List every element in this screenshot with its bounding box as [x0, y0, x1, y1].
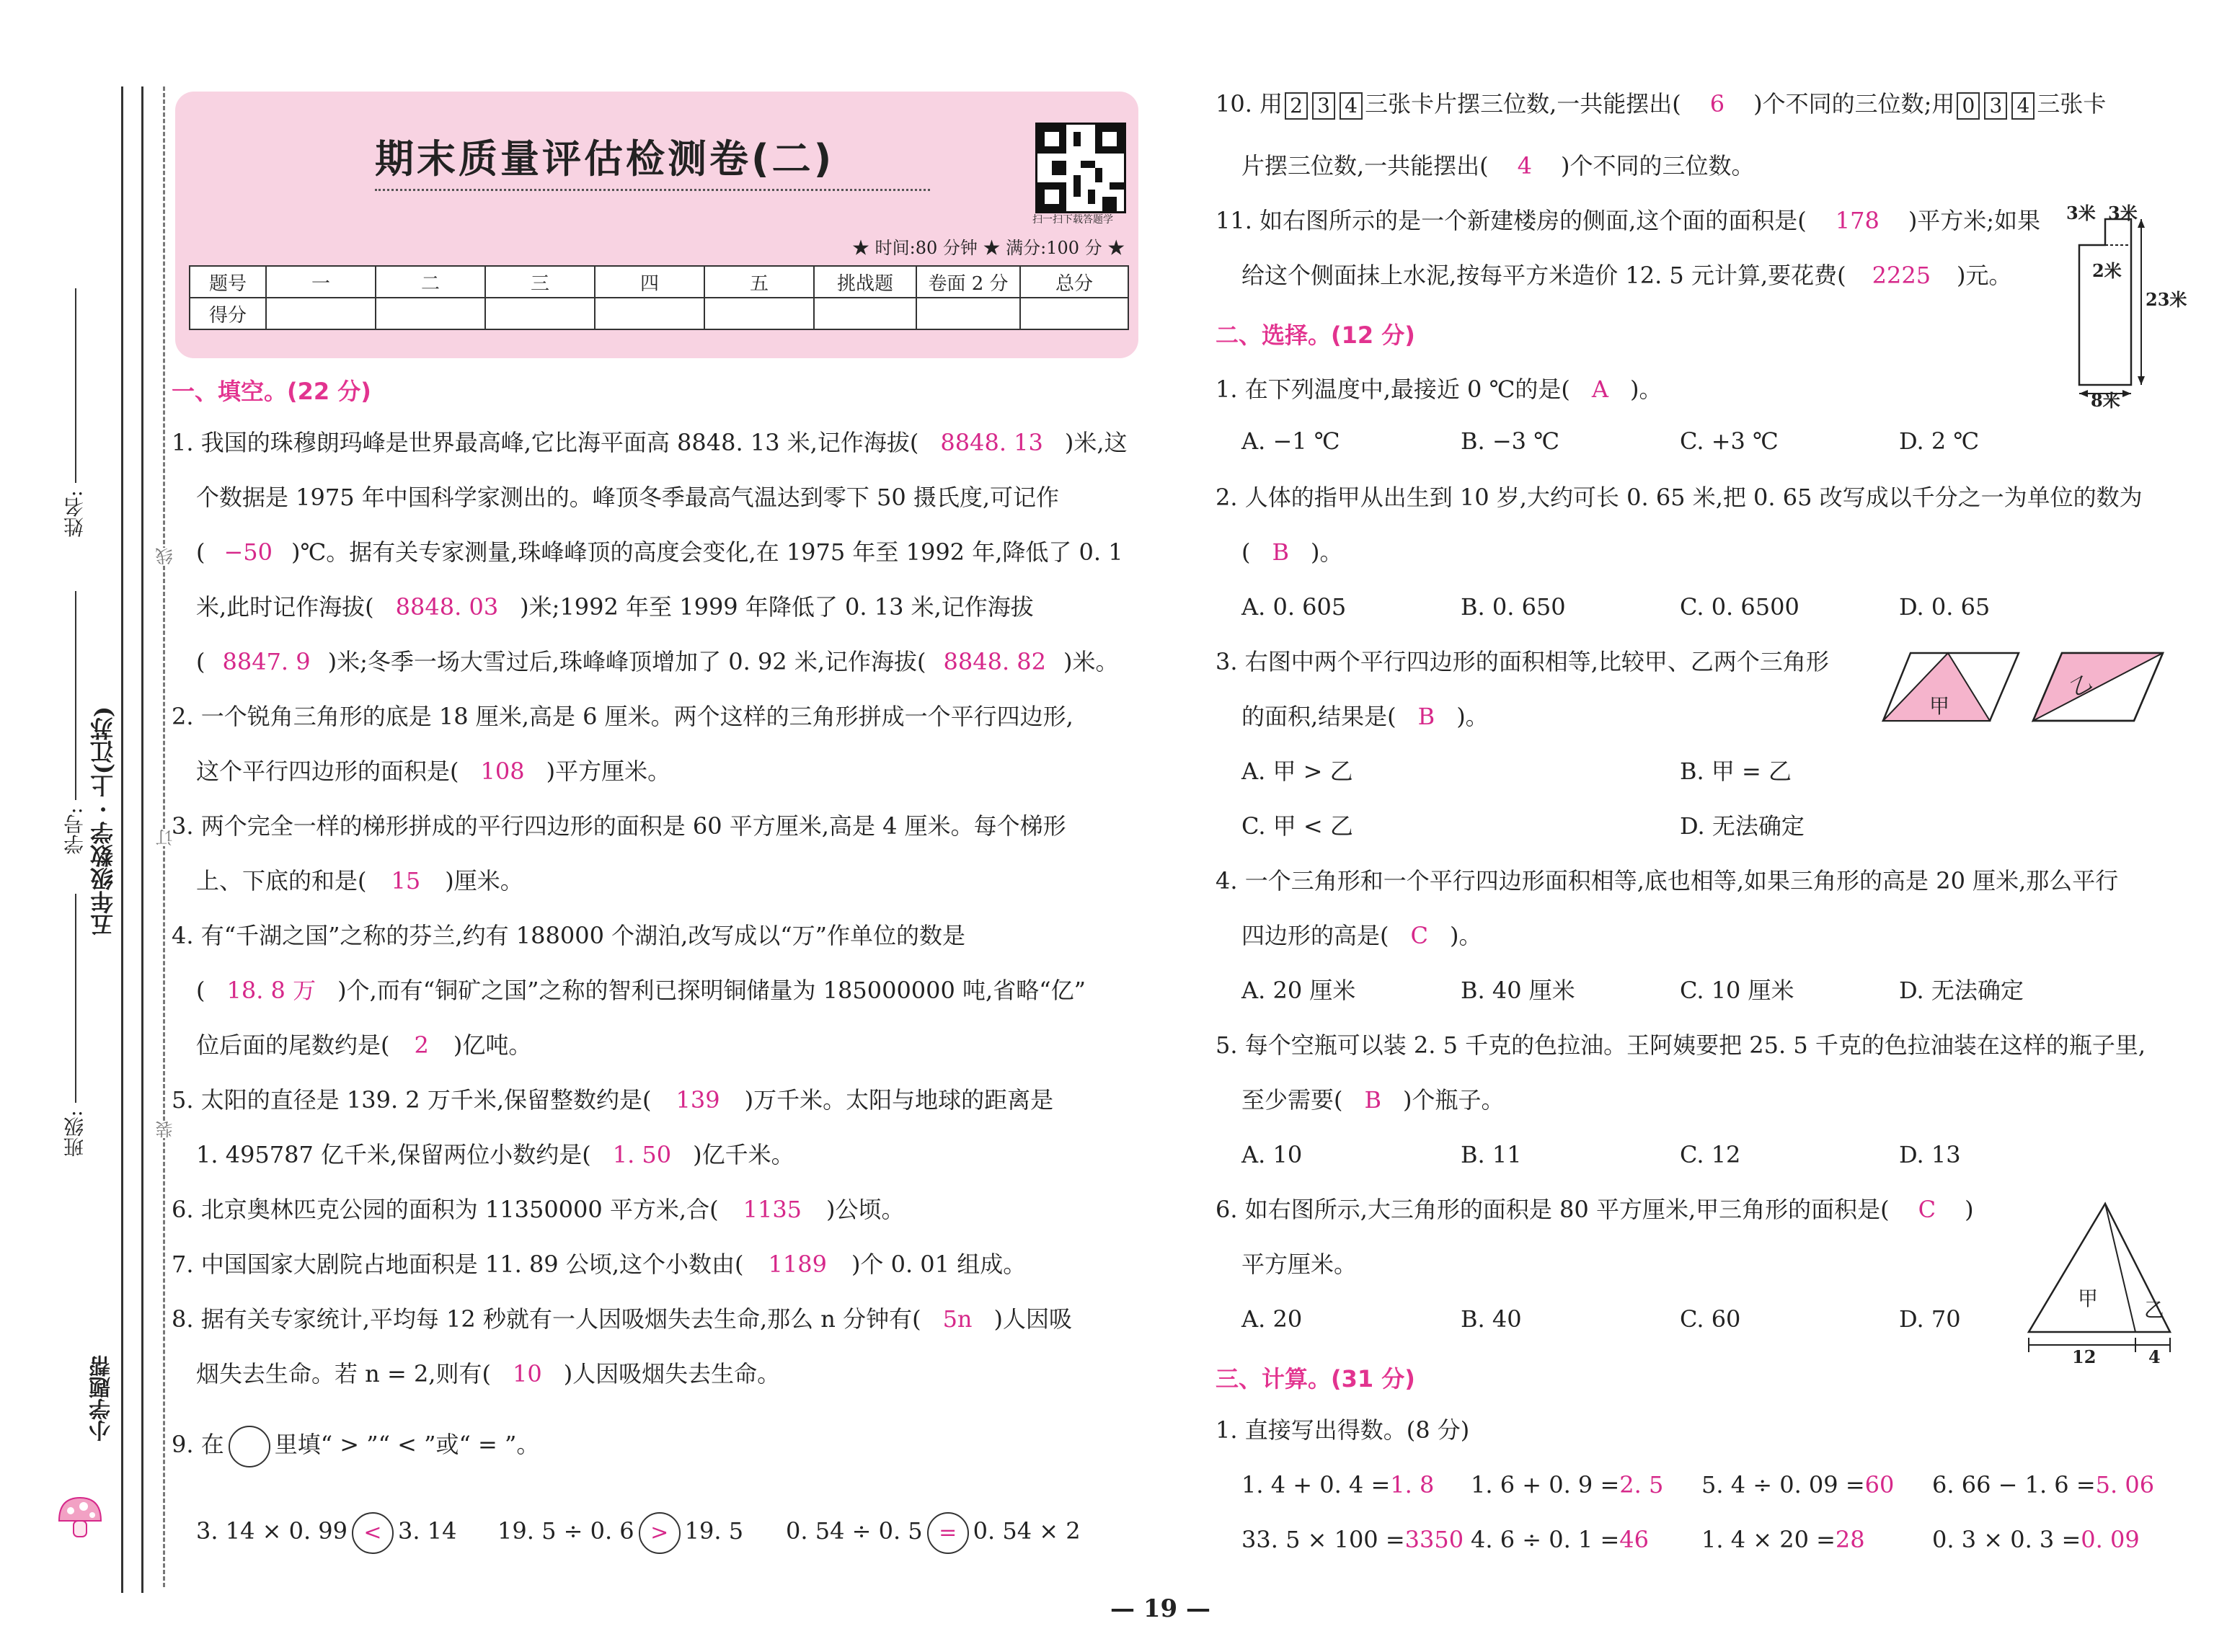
grade-label: 五年级数学 · 上(江苏) [89, 706, 117, 937]
score-head-cell: 五 [704, 266, 814, 298]
option[interactable]: D. 0. 65 [1899, 593, 1991, 621]
class-label: 班级: [63, 1110, 87, 1158]
compare-answer[interactable]: < [352, 1512, 394, 1554]
id-label: 学号: [63, 807, 87, 855]
answer: 8848. 13 [940, 429, 1043, 456]
title-underline [375, 189, 930, 191]
answer: C [1410, 922, 1428, 949]
fig-label: 23米 [2146, 289, 2187, 310]
score-cell[interactable] [814, 298, 916, 329]
score-cell[interactable] [1020, 298, 1128, 329]
answer: 108 [480, 758, 525, 785]
fig-label-12: 12 [2072, 1346, 2097, 1367]
option[interactable]: C. 60 [1680, 1305, 1741, 1333]
calc-item: 4. 6 ÷ 0. 1 =46 [1471, 1526, 1649, 1553]
name-field-line [75, 288, 76, 483]
answer: 8848. 03 [395, 593, 499, 621]
option[interactable]: A. 甲 > 乙 [1241, 758, 1353, 785]
score-head-cell: 卷面 2 分 [916, 266, 1020, 298]
option[interactable]: A. −1 ℃ [1241, 427, 1340, 455]
answer: B [1417, 703, 1435, 730]
answer: 6 [1709, 90, 1725, 117]
score-head-cell: 挑战题 [814, 266, 916, 298]
page-title: 期末质量评估检测卷(二) [375, 136, 835, 182]
score-cell[interactable] [916, 298, 1020, 329]
score-cell[interactable] [595, 298, 704, 329]
answer: 139 [676, 1086, 720, 1114]
score-row-label: 得分 [190, 298, 266, 329]
calc-item: 33. 5 × 100 =3350 [1241, 1526, 1464, 1553]
fig-label-4: 4 [2148, 1346, 2161, 1367]
answer: 1135 [743, 1196, 802, 1223]
digit-card: 2 [1285, 92, 1308, 120]
answer: 2225 [1872, 262, 1931, 289]
option[interactable]: B. 甲 = 乙 [1680, 758, 1792, 785]
option[interactable]: B. 11 [1461, 1141, 1522, 1168]
answer: B [1364, 1086, 1382, 1114]
score-cell[interactable] [704, 298, 814, 329]
calc-item: 6. 66 − 1. 6 =5. 06 [1932, 1471, 2155, 1498]
score-head-cell: 二 [376, 266, 485, 298]
score-head-cell: 题号 [190, 266, 266, 298]
option[interactable]: C. 0. 6500 [1680, 593, 1799, 621]
mark-xian: 线 [153, 548, 178, 565]
calc-item: 0. 3 × 0. 3 =0. 09 [1932, 1526, 2140, 1553]
parallelogram-figure [1882, 649, 2170, 728]
option[interactable]: C. 10 厘米 [1680, 977, 1794, 1004]
answer: 18. 8 万 [226, 977, 316, 1004]
section-fill-title: 一、填空。(22 分) [172, 378, 371, 405]
compare-answer[interactable]: > [639, 1512, 681, 1554]
mark-zhuang: 装 [153, 1121, 178, 1138]
name-label: 姓名: [63, 490, 87, 538]
fig-label-yi: 乙 [2144, 1298, 2165, 1322]
option[interactable]: A. 20 厘米 [1241, 977, 1356, 1004]
answer: 1. 50 [612, 1141, 672, 1168]
option[interactable]: D. 无法确定 [1680, 812, 1805, 840]
option[interactable]: B. −3 ℃ [1461, 427, 1559, 455]
score-cell[interactable] [485, 298, 595, 329]
fig-label: 2米 [2092, 260, 2122, 281]
fig-label-jia: 甲 [2078, 1287, 2099, 1310]
qr-caption: 扫一扫下载答题学 [1032, 214, 1113, 226]
fig-label: 8米 [2091, 390, 2120, 411]
answer: B [1272, 538, 1289, 566]
calc-item: 1. 6 + 0. 9 =2. 5 [1471, 1471, 1664, 1498]
score-head-cell: 三 [485, 266, 595, 298]
answer: 2 [414, 1031, 429, 1059]
answer: A [1591, 376, 1608, 403]
answer: 178 [1835, 207, 1880, 234]
digit-card: 4 [1340, 92, 1363, 120]
question-7: 7. 中国国家大剧院占地面积是 11. 89 公顷,这个小数由( 1189 )个 0. 01 组成。 [172, 1251, 1027, 1278]
building-figure [2062, 203, 2187, 411]
binding-line-outer [121, 86, 123, 1593]
calc-item: 1. 4 × 20 =28 [1701, 1526, 1865, 1553]
score-header-row [190, 266, 1128, 298]
question-6: 6. 北京奥林匹克公园的面积为 11350000 平方米,合( 1135 )公顷。 [172, 1196, 905, 1223]
answer: 5n [942, 1305, 973, 1333]
exam-meta: ★ 时间:80 分钟 ★ 满分:100 分 ★ [852, 238, 1125, 258]
digit-card: 4 [2011, 92, 2035, 120]
digit-card: 3 [1984, 92, 2007, 120]
answer: 4 [1517, 152, 1533, 179]
class-field-line [75, 894, 76, 1103]
calc-item: 1. 4 + 0. 4 =1. 8 [1241, 1471, 1435, 1498]
option[interactable]: B. 0. 650 [1461, 593, 1566, 621]
option[interactable]: C. +3 ℃ [1680, 427, 1779, 455]
page-number: — 19 — [1110, 1594, 1210, 1623]
section-choice-title: 二、选择。(12 分) [1216, 321, 1415, 349]
digit-card: 0 [1957, 92, 1980, 120]
score-head-cell: 四 [595, 266, 704, 298]
compare-answer[interactable]: = [927, 1512, 969, 1554]
score-row [190, 298, 1128, 329]
id-field-line [75, 591, 76, 800]
fig-label: 3米 [2066, 203, 2096, 223]
brand-label: 小学题帮 [89, 1355, 115, 1442]
option[interactable]: D. 70 [1899, 1305, 1961, 1333]
answer: C [1918, 1196, 1936, 1223]
option[interactable]: B. 40 [1461, 1305, 1522, 1333]
answer: 10 [512, 1360, 542, 1387]
mark-ding: 订 [153, 829, 178, 846]
section-calc-title: 三、计算。(31 分) [1216, 1365, 1415, 1393]
option[interactable]: D. 13 [1899, 1141, 1961, 1168]
fig-label-jia: 甲 [1929, 694, 1950, 718]
answer: −50 [223, 538, 273, 566]
answer: 15 [391, 867, 421, 894]
score-cell[interactable] [266, 298, 376, 329]
score-table [189, 265, 1129, 330]
option[interactable]: A. 10 [1241, 1141, 1303, 1168]
qr-code-icon [1035, 123, 1126, 213]
option[interactable]: B. 40 厘米 [1461, 977, 1575, 1004]
digit-card: 3 [1312, 92, 1335, 120]
answer: 8847. 9 [222, 648, 311, 675]
option[interactable]: C. 甲 < 乙 [1241, 812, 1353, 840]
option[interactable]: A. 0. 605 [1241, 593, 1347, 621]
calc-item: 5. 4 ÷ 0. 09 =60 [1701, 1471, 1895, 1498]
option[interactable]: A. 20 [1241, 1305, 1303, 1333]
option[interactable]: D. 2 ℃ [1899, 427, 1980, 455]
answer: 1189 [768, 1251, 827, 1278]
mushroom-logo [55, 1492, 105, 1542]
fig-label-yi: 乙 [2066, 670, 2097, 701]
binding-line-inner [141, 86, 143, 1593]
score-head-cell: 一 [266, 266, 376, 298]
calc-subtitle: 1. 直接写出得数。(8 分) [1216, 1416, 1470, 1444]
empty-circle-icon [229, 1426, 270, 1467]
score-head-cell: 总分 [1020, 266, 1128, 298]
triangle-figure [2026, 1199, 2177, 1372]
option[interactable]: C. 12 [1680, 1141, 1741, 1168]
score-cell[interactable] [376, 298, 485, 329]
fig-label: 3米 [2108, 203, 2138, 223]
answer: 8848. 82 [943, 648, 1046, 675]
option[interactable]: D. 无法确定 [1899, 977, 2024, 1004]
